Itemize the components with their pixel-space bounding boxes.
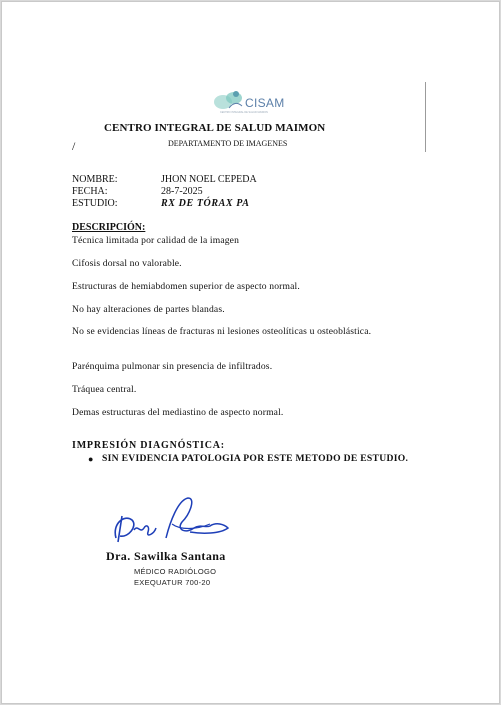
bullet-icon: ● <box>88 454 94 464</box>
handwritten-signature <box>110 494 240 546</box>
patient-name-label: NOMBRE: <box>72 174 118 185</box>
header-divider <box>425 82 426 152</box>
description-paragraph: Demas estructuras del mediastino de aspecto normal. <box>72 407 284 418</box>
description-paragraph: Cifosis dorsal no valorable. <box>72 258 182 269</box>
description-paragraph: Parénquima pulmonar sin presencia de infiltrados. <box>72 361 273 372</box>
doctor-name: Dra. Sawilka Santana <box>106 549 226 563</box>
description-paragraph: No hay alteraciones de partes blandas. <box>72 304 225 315</box>
description-paragraph: Tráquea central. <box>72 384 137 395</box>
description-title: DESCRIPCIÓN: <box>72 222 146 233</box>
department-name: DEPARTAMENTO DE IMAGENES <box>168 139 288 148</box>
description-paragraph: Técnica limitada por calidad de la imagen <box>72 235 240 246</box>
logo-subtitle: CENTRO INTEGRAL DE SALUD MAIMON <box>220 111 268 114</box>
study-label: ESTUDIO: <box>72 198 118 209</box>
study-value: RX DE TÓRAX PA <box>161 198 250 209</box>
doctor-exequatur: EXEQUATUR 700-20 <box>134 578 211 587</box>
doctor-title: MÉDICO RADIÓLOGO <box>134 567 217 576</box>
description-paragraph: Estructuras de hemiabdomen superior de aspecto normal. <box>72 281 300 292</box>
impression-item: SIN EVIDENCIA PATOLOGIA POR ESTE METODO DE ESTUDIO. <box>102 453 409 464</box>
logo-wordmark: CISAM <box>245 96 285 110</box>
date-value: 28-7-2025 <box>161 186 203 197</box>
organization-name: CENTRO INTEGRAL DE SALUD MAIMON <box>104 122 326 134</box>
report-page <box>1 1 500 704</box>
description-paragraph: No se evidencias líneas de fracturas ni lesiones osteolíticas u osteoblástica. <box>72 326 372 337</box>
patient-name-value: JHON NOEL CEPEDA <box>161 174 257 185</box>
impression-title: IMPRESIÓN DIAGNÓSTICA: <box>72 440 225 451</box>
date-label: FECHA: <box>72 186 108 197</box>
header-mark: / <box>72 139 76 153</box>
